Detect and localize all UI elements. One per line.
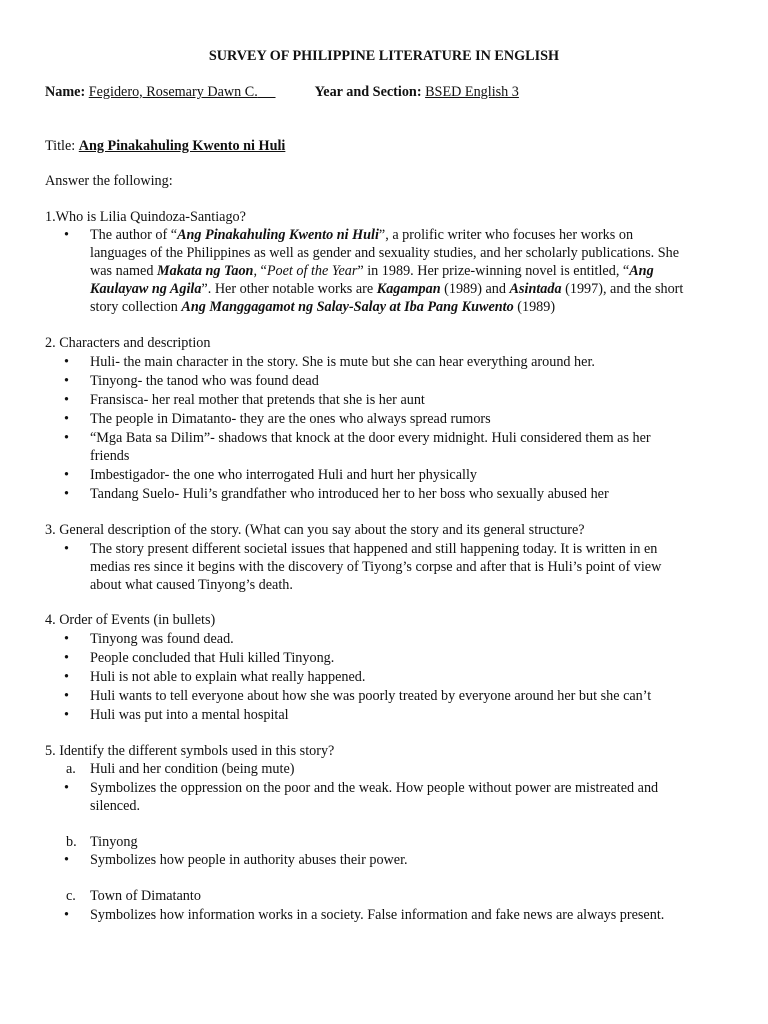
bullet: •: [64, 780, 69, 796]
bullet: •: [64, 631, 69, 647]
question-4: 4. Order of Events (in bullets): [45, 612, 216, 628]
bullet: •: [64, 541, 69, 557]
year-section-value: BSED English 3: [425, 84, 519, 100]
bullet: •: [64, 411, 69, 427]
title-label: Title:: [45, 138, 76, 154]
bullet: •: [64, 354, 69, 370]
bullet: •: [64, 392, 69, 408]
question-3: 3. General description of the story. (What can you say about the story and its general structure?: [45, 522, 585, 538]
bullet: •: [64, 486, 69, 502]
symbol-label-c: c.: [66, 888, 76, 904]
description-line: The story present different societal issues that happened and still happening today. It is written in en: [90, 541, 658, 557]
symbol-c: Town of Dimatanto: [90, 888, 201, 904]
event-item: Huli was put into a mental hospital: [90, 707, 289, 723]
bullet: •: [64, 669, 69, 685]
event-item: Huli wants to tell everyone about how she was poorly treated by everyone around her but she can’t: [90, 688, 652, 704]
character-item-cont: friends: [90, 448, 130, 464]
title-row: [45, 137, 285, 155]
bullet: •: [64, 430, 69, 446]
name-underline-padding: [258, 84, 276, 100]
document-heading: SURVEY OF PHILIPPINE LITERATURE IN ENGLISH: [208, 48, 560, 64]
bullet: •: [64, 907, 69, 923]
name-label: Name:: [45, 84, 86, 100]
symbol-a: Huli and her condition (being mute): [90, 761, 295, 777]
symbol-a-desc: Symbolizes the oppression on the poor and the weak. How people without power are mistreated and: [90, 780, 659, 796]
description-line: about what caused Tinyong’s death.: [90, 577, 293, 593]
bullet: •: [64, 707, 69, 723]
bullet: •: [64, 467, 69, 483]
bullet: •: [64, 227, 69, 243]
event-item: People concluded that Huli killed Tinyong.: [90, 650, 335, 666]
bullet: •: [64, 373, 69, 389]
event-item: Tinyong was found dead.: [90, 631, 234, 647]
character-item: Tinyong- the tanod who was found dead: [90, 373, 319, 389]
story-title: Ang Pinakahuling Kwento ni Huli: [78, 138, 286, 154]
bullet: •: [64, 688, 69, 704]
character-item: Fransisca- her real mother that pretends that she is her aunt: [90, 392, 425, 408]
symbol-b: Tinyong: [90, 834, 138, 850]
bullet: •: [64, 650, 69, 666]
character-item: Huli- the main character in the story. She is mute but she can hear everything around her.: [90, 354, 595, 370]
event-item: Huli is not able to explain what really happened.: [90, 669, 366, 685]
description-line: medias res since it begins with the discovery of Tiyong’s corpse and after that is Huli’s point of view: [90, 559, 662, 575]
question-2: 2. Characters and description: [45, 335, 211, 351]
symbol-a-desc-cont: silenced.: [90, 798, 141, 814]
answer-1: The author of “Ang Pinakahuling Kwento ni Huli”, a prolific writer who focuses her works on languages of the Philippines as well as gender and sexuality studies, and her scholarly publications. She was named Makata ng Taon, “Poet of the Year” in 1989. Her prize-winning novel is entitled, “Ang Kaulayaw ng Agila”. Her other notable works are Kagampan (1989) and Asintada (1997), and the short story collection Ang Manggagamot ng Salay-Salay at Iba Pang Kuwento (1989): [90, 227, 684, 315]
character-item: The people in Dimatanto- they are the ones who always spread rumors: [90, 411, 491, 427]
symbol-b-desc: Symbolizes how people in authority abuses their power.: [90, 852, 408, 868]
bullet: •: [64, 852, 69, 868]
character-item: “Mga Bata sa Dilim”- shadows that knock at the door every midnight. Huli considered them as her: [90, 430, 651, 446]
name-value: Fegidero, Rosemary Dawn C.: [88, 84, 258, 100]
year-section-label: Year and Section:: [314, 84, 422, 100]
character-item: Tandang Suelo- Huli’s grandfather who introduced her to her boss who sexually abused her: [90, 486, 609, 502]
question-1: 1.Who is Lilia Quindoza-Santiago?: [45, 209, 246, 225]
symbol-label-a: a.: [66, 761, 76, 777]
symbol-c-desc: Symbolizes how information works in a society. False information and fake news are always present.: [90, 907, 665, 923]
question-5: 5. Identify the different symbols used in this story?: [45, 743, 335, 759]
symbol-label-b: b.: [66, 834, 77, 850]
character-item: Imbestigador- the one who interrogated Huli and hurt her physically: [90, 467, 478, 483]
name-row: [45, 83, 519, 101]
instruction: Answer the following:: [45, 173, 173, 189]
